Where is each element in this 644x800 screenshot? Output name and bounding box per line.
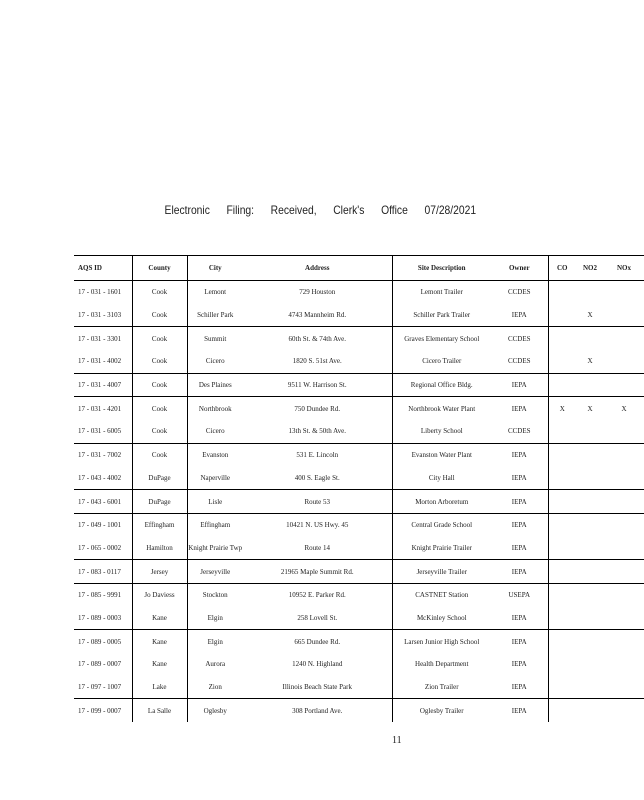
- cell-city: Aurora: [187, 653, 243, 676]
- cell-co: [548, 467, 576, 490]
- monitoring-sites-table-wrapper: [74, 255, 631, 715]
- cell-owner: IEPA: [491, 699, 548, 722]
- cell-site: Regional Office Bldg.: [392, 373, 491, 397]
- cell-aqs: 17 - 083 - 0117: [74, 560, 132, 584]
- cell-nox: [604, 443, 644, 466]
- table-row: [74, 560, 644, 584]
- cell-nox: [604, 560, 644, 584]
- table-row: [74, 699, 644, 722]
- cell-address: 9511 W. Harrison St.: [243, 373, 392, 397]
- cell-no2: [576, 281, 604, 304]
- cell-co: [548, 560, 576, 584]
- cell-city: Zion: [187, 676, 243, 699]
- cell-co: [548, 607, 576, 630]
- cell-site: Morton Arboretum: [392, 490, 491, 514]
- table-row: [74, 513, 644, 536]
- cell-owner: IEPA: [511, 311, 527, 320]
- cell-aqs: 17 - 031 - 4002: [78, 357, 122, 366]
- cell-city: Elgin: [187, 607, 243, 630]
- col-header-aqs-id: AQS ID: [78, 264, 102, 272]
- cell-address: 10421 N. US Hwy. 45: [243, 513, 392, 536]
- table-header-row: [74, 256, 644, 281]
- cell-co: [548, 583, 576, 606]
- cell-nox: [604, 281, 644, 304]
- cell-no2: X: [576, 397, 604, 420]
- cell-address: 729 Houston: [243, 281, 392, 304]
- cell-site: Lemont Trailer: [392, 281, 491, 304]
- cell-aqs: 17 - 049 - 1001: [74, 513, 132, 536]
- col-header-owner: Owner: [508, 264, 530, 272]
- cell-nox: [604, 350, 644, 373]
- cell-county: Hamilton: [132, 537, 187, 560]
- cell-city: Northbrook: [187, 397, 243, 420]
- cell-site: Northbrook Water Plant: [392, 397, 491, 420]
- cell-owner: IEPA: [491, 397, 548, 420]
- cell-site: City Hall: [392, 467, 491, 490]
- cell-co: [548, 420, 576, 443]
- cell-no2: X: [587, 357, 593, 366]
- cell-nox: [604, 490, 644, 514]
- cell-address: 21965 Maple Summit Rd.: [243, 560, 392, 584]
- cell-county: Kane: [132, 607, 187, 630]
- header-word: Clerk's: [333, 203, 365, 217]
- cell-no2: [576, 420, 604, 443]
- cell-owner: USEPA: [491, 583, 548, 606]
- cell-co: [548, 327, 576, 350]
- cell-aqs: 17 - 043 - 6001: [74, 490, 132, 514]
- cell-co: [548, 373, 576, 397]
- cell-co: [548, 513, 576, 536]
- cell-no2: [576, 513, 604, 536]
- cell-owner: IEPA: [511, 660, 527, 669]
- cell-nox: [604, 467, 644, 490]
- cell-co: [548, 443, 576, 466]
- col-header-site-description: Site Description: [392, 256, 491, 281]
- cell-aqs: 17 - 089 - 0005: [74, 630, 132, 653]
- cell-nox: [604, 583, 644, 606]
- cell-no2: [576, 537, 604, 560]
- cell-county: DuPage: [132, 467, 187, 490]
- cell-co: X: [548, 397, 576, 420]
- cell-aqs: 17 - 031 - 6005: [78, 427, 122, 436]
- cell-no2: X: [587, 311, 593, 320]
- cell-co: [548, 676, 576, 699]
- cell-county: Cook: [132, 350, 187, 373]
- cell-address: Route 53: [243, 490, 392, 514]
- cell-county: Kane: [132, 653, 187, 676]
- header-word: Electronic: [164, 203, 210, 217]
- cell-co: [548, 490, 576, 514]
- cell-co: [548, 304, 576, 327]
- cell-no2: [576, 630, 604, 653]
- col-header-city: City: [187, 256, 243, 281]
- cell-no2: [576, 676, 604, 699]
- cell-site: Liberty School: [392, 420, 491, 443]
- cell-aqs: 17 - 065 - 0002: [78, 543, 122, 552]
- cell-aqs: 17 - 089 - 0003: [78, 613, 122, 622]
- cell-city: Elgin: [187, 630, 243, 653]
- table-row: [74, 630, 644, 653]
- cell-aqs: 17 - 085 - 9991: [74, 583, 132, 606]
- cell-no2: [576, 583, 604, 606]
- table-row: [74, 653, 644, 676]
- cell-address: 60th St. & 74th Ave.: [243, 327, 392, 350]
- cell-aqs: 17 - 031 - 4007: [74, 373, 132, 397]
- table-row: [74, 583, 644, 606]
- table-row: [74, 676, 644, 699]
- cell-owner: CCDES: [491, 281, 548, 304]
- cell-owner: IEPA: [491, 513, 548, 536]
- cell-aqs: 17 - 031 - 3103: [78, 311, 122, 320]
- cell-owner: IEPA: [511, 473, 527, 482]
- cell-city: Des Plaines: [187, 373, 243, 397]
- cell-no2: [576, 373, 604, 397]
- cell-address: 4743 Mannheim Rd.: [288, 311, 347, 320]
- cell-city: Schiller Park: [187, 304, 243, 327]
- cell-aqs: 17 - 099 - 0007: [74, 699, 132, 722]
- cell-owner: IEPA: [491, 630, 548, 653]
- cell-county: Cook: [132, 373, 187, 397]
- cell-address: Illinois Beach State Park: [282, 683, 352, 692]
- cell-aqs: 17 - 031 - 4201: [74, 397, 132, 420]
- cell-site: Knight Prairie Trailer: [392, 537, 491, 560]
- cell-nox: [604, 630, 644, 653]
- cell-address: 1820 S. 51st Ave.: [292, 357, 342, 366]
- cell-city: Lemont: [187, 281, 243, 304]
- cell-address: Route 14: [304, 543, 330, 552]
- cell-owner: CCDES: [507, 357, 531, 366]
- table-row: [74, 490, 644, 514]
- table-row: [74, 443, 644, 466]
- cell-no2: [576, 560, 604, 584]
- col-header-address: Address: [305, 264, 330, 272]
- cell-owner: IEPA: [511, 543, 527, 552]
- col-header-county: County: [132, 256, 187, 281]
- table-row: [74, 373, 644, 397]
- cell-county: Jo Daviess: [132, 583, 187, 606]
- cell-county: La Salle: [132, 699, 187, 722]
- cell-county: Jersey: [132, 560, 187, 584]
- cell-city: Jerseyville: [187, 560, 243, 584]
- cell-site: CASTNET Station: [392, 583, 491, 606]
- cell-county: Cook: [132, 281, 187, 304]
- table-row: [74, 281, 644, 304]
- cell-nox: [604, 420, 644, 443]
- cell-city: Stockton: [187, 583, 243, 606]
- cell-aqs: 17 - 031 - 3301: [74, 327, 132, 350]
- cell-site: Evanston Water Plant: [392, 443, 491, 466]
- cell-city: Effingham: [187, 513, 243, 536]
- cell-owner: CCDES: [507, 427, 531, 436]
- cell-nox: X: [604, 397, 644, 420]
- cell-city: Knight Prairie Twp: [187, 537, 243, 560]
- cell-nox: [604, 607, 644, 630]
- cell-city: Lisle: [187, 490, 243, 514]
- cell-aqs: 17 - 031 - 1601: [74, 281, 132, 304]
- cell-address: 308 Portland Ave.: [243, 699, 392, 722]
- cell-no2: [576, 467, 604, 490]
- table-body: [74, 281, 644, 723]
- cell-county: DuPage: [132, 490, 187, 514]
- cell-owner: IEPA: [491, 373, 548, 397]
- cell-address: 258 Lovell St.: [297, 613, 338, 622]
- cell-no2: [576, 490, 604, 514]
- cell-no2: [576, 607, 604, 630]
- cell-site: Zion Trailer: [392, 676, 491, 699]
- cell-nox: [604, 537, 644, 560]
- header-word: Office: [381, 203, 408, 217]
- filing-stamp-header: [55, 203, 586, 217]
- cell-city: Oglesby: [187, 699, 243, 722]
- cell-co: [548, 630, 576, 653]
- cell-address: 665 Dundee Rd.: [243, 630, 392, 653]
- cell-owner: IEPA: [511, 683, 527, 692]
- cell-city: Cicero: [187, 420, 243, 443]
- cell-city: Naperville: [187, 467, 243, 490]
- cell-no2: [576, 443, 604, 466]
- cell-county: Cook: [132, 397, 187, 420]
- cell-site: McKinley School: [392, 607, 491, 630]
- cell-co: [548, 281, 576, 304]
- table-row: [74, 397, 644, 420]
- table-row: [74, 607, 644, 630]
- cell-address: 1240 N. Highland: [292, 660, 343, 669]
- cell-owner: IEPA: [511, 613, 527, 622]
- cell-co: [548, 653, 576, 676]
- cell-county: Cook: [132, 443, 187, 466]
- cell-nox: [604, 653, 644, 676]
- cell-nox: [604, 676, 644, 699]
- table-row: [74, 304, 644, 327]
- cell-no2: [576, 699, 604, 722]
- cell-city: Cicero: [187, 350, 243, 373]
- cell-owner: IEPA: [491, 443, 548, 466]
- table-row: [74, 420, 644, 443]
- cell-address: 531 E. Lincoln: [243, 443, 392, 466]
- header-word: 07/28/2021: [424, 203, 477, 217]
- cell-county: Cook: [132, 420, 187, 443]
- cell-no2: [576, 327, 604, 350]
- cell-county: Kane: [132, 630, 187, 653]
- cell-county: Effingham: [132, 513, 187, 536]
- table-row: [74, 467, 644, 490]
- cell-site: Schiller Park Trailer: [392, 304, 491, 327]
- cell-aqs: 17 - 089 - 0007: [78, 660, 122, 669]
- cell-city: Evanston: [187, 443, 243, 466]
- cell-site: Jerseyville Trailer: [392, 560, 491, 584]
- cell-aqs: 17 - 043 - 4002: [78, 473, 122, 482]
- cell-co: [548, 350, 576, 373]
- page-number: 11: [392, 735, 402, 746]
- cell-city: Summit: [187, 327, 243, 350]
- cell-co: [548, 699, 576, 722]
- cell-address: 400 S. Eagle St.: [294, 473, 340, 482]
- cell-site: Larsen Junior High School: [392, 630, 491, 653]
- cell-nox: [604, 513, 644, 536]
- table-row: [74, 350, 644, 373]
- cell-site: Oglesby Trailer: [392, 699, 491, 722]
- cell-aqs: 17 - 031 - 7002: [74, 443, 132, 466]
- cell-site: Health Department: [392, 653, 491, 676]
- cell-nox: [604, 373, 644, 397]
- cell-site: Cicero Trailer: [392, 350, 491, 373]
- col-header-no2: NO2: [583, 264, 597, 272]
- cell-co: [548, 537, 576, 560]
- cell-aqs: 17 - 097 - 1007: [78, 683, 122, 692]
- cell-site: Graves Elementary School: [392, 327, 491, 350]
- cell-owner: IEPA: [491, 490, 548, 514]
- cell-address: 750 Dundee Rd.: [243, 397, 392, 420]
- col-header-nox: NOx: [617, 264, 631, 272]
- cell-nox: [604, 699, 644, 722]
- table-row: [74, 537, 644, 560]
- cell-address: 10952 E. Parker Rd.: [243, 583, 392, 606]
- cell-owner: CCDES: [491, 327, 548, 350]
- table-row: [74, 327, 644, 350]
- monitoring-sites-table: [74, 255, 644, 722]
- cell-no2: [576, 653, 604, 676]
- header-word: Filing:: [226, 203, 255, 217]
- cell-owner: IEPA: [491, 560, 548, 584]
- header-word: Received,: [270, 203, 317, 217]
- cell-county: Cook: [132, 304, 187, 327]
- cell-county: Lake: [132, 676, 187, 699]
- cell-nox: [604, 327, 644, 350]
- cell-nox: [604, 304, 644, 327]
- col-header-co: CO: [548, 256, 576, 281]
- cell-county: Cook: [132, 327, 187, 350]
- cell-address: 13th St. & 50th Ave.: [288, 427, 346, 436]
- cell-site: Central Grade School: [392, 513, 491, 536]
